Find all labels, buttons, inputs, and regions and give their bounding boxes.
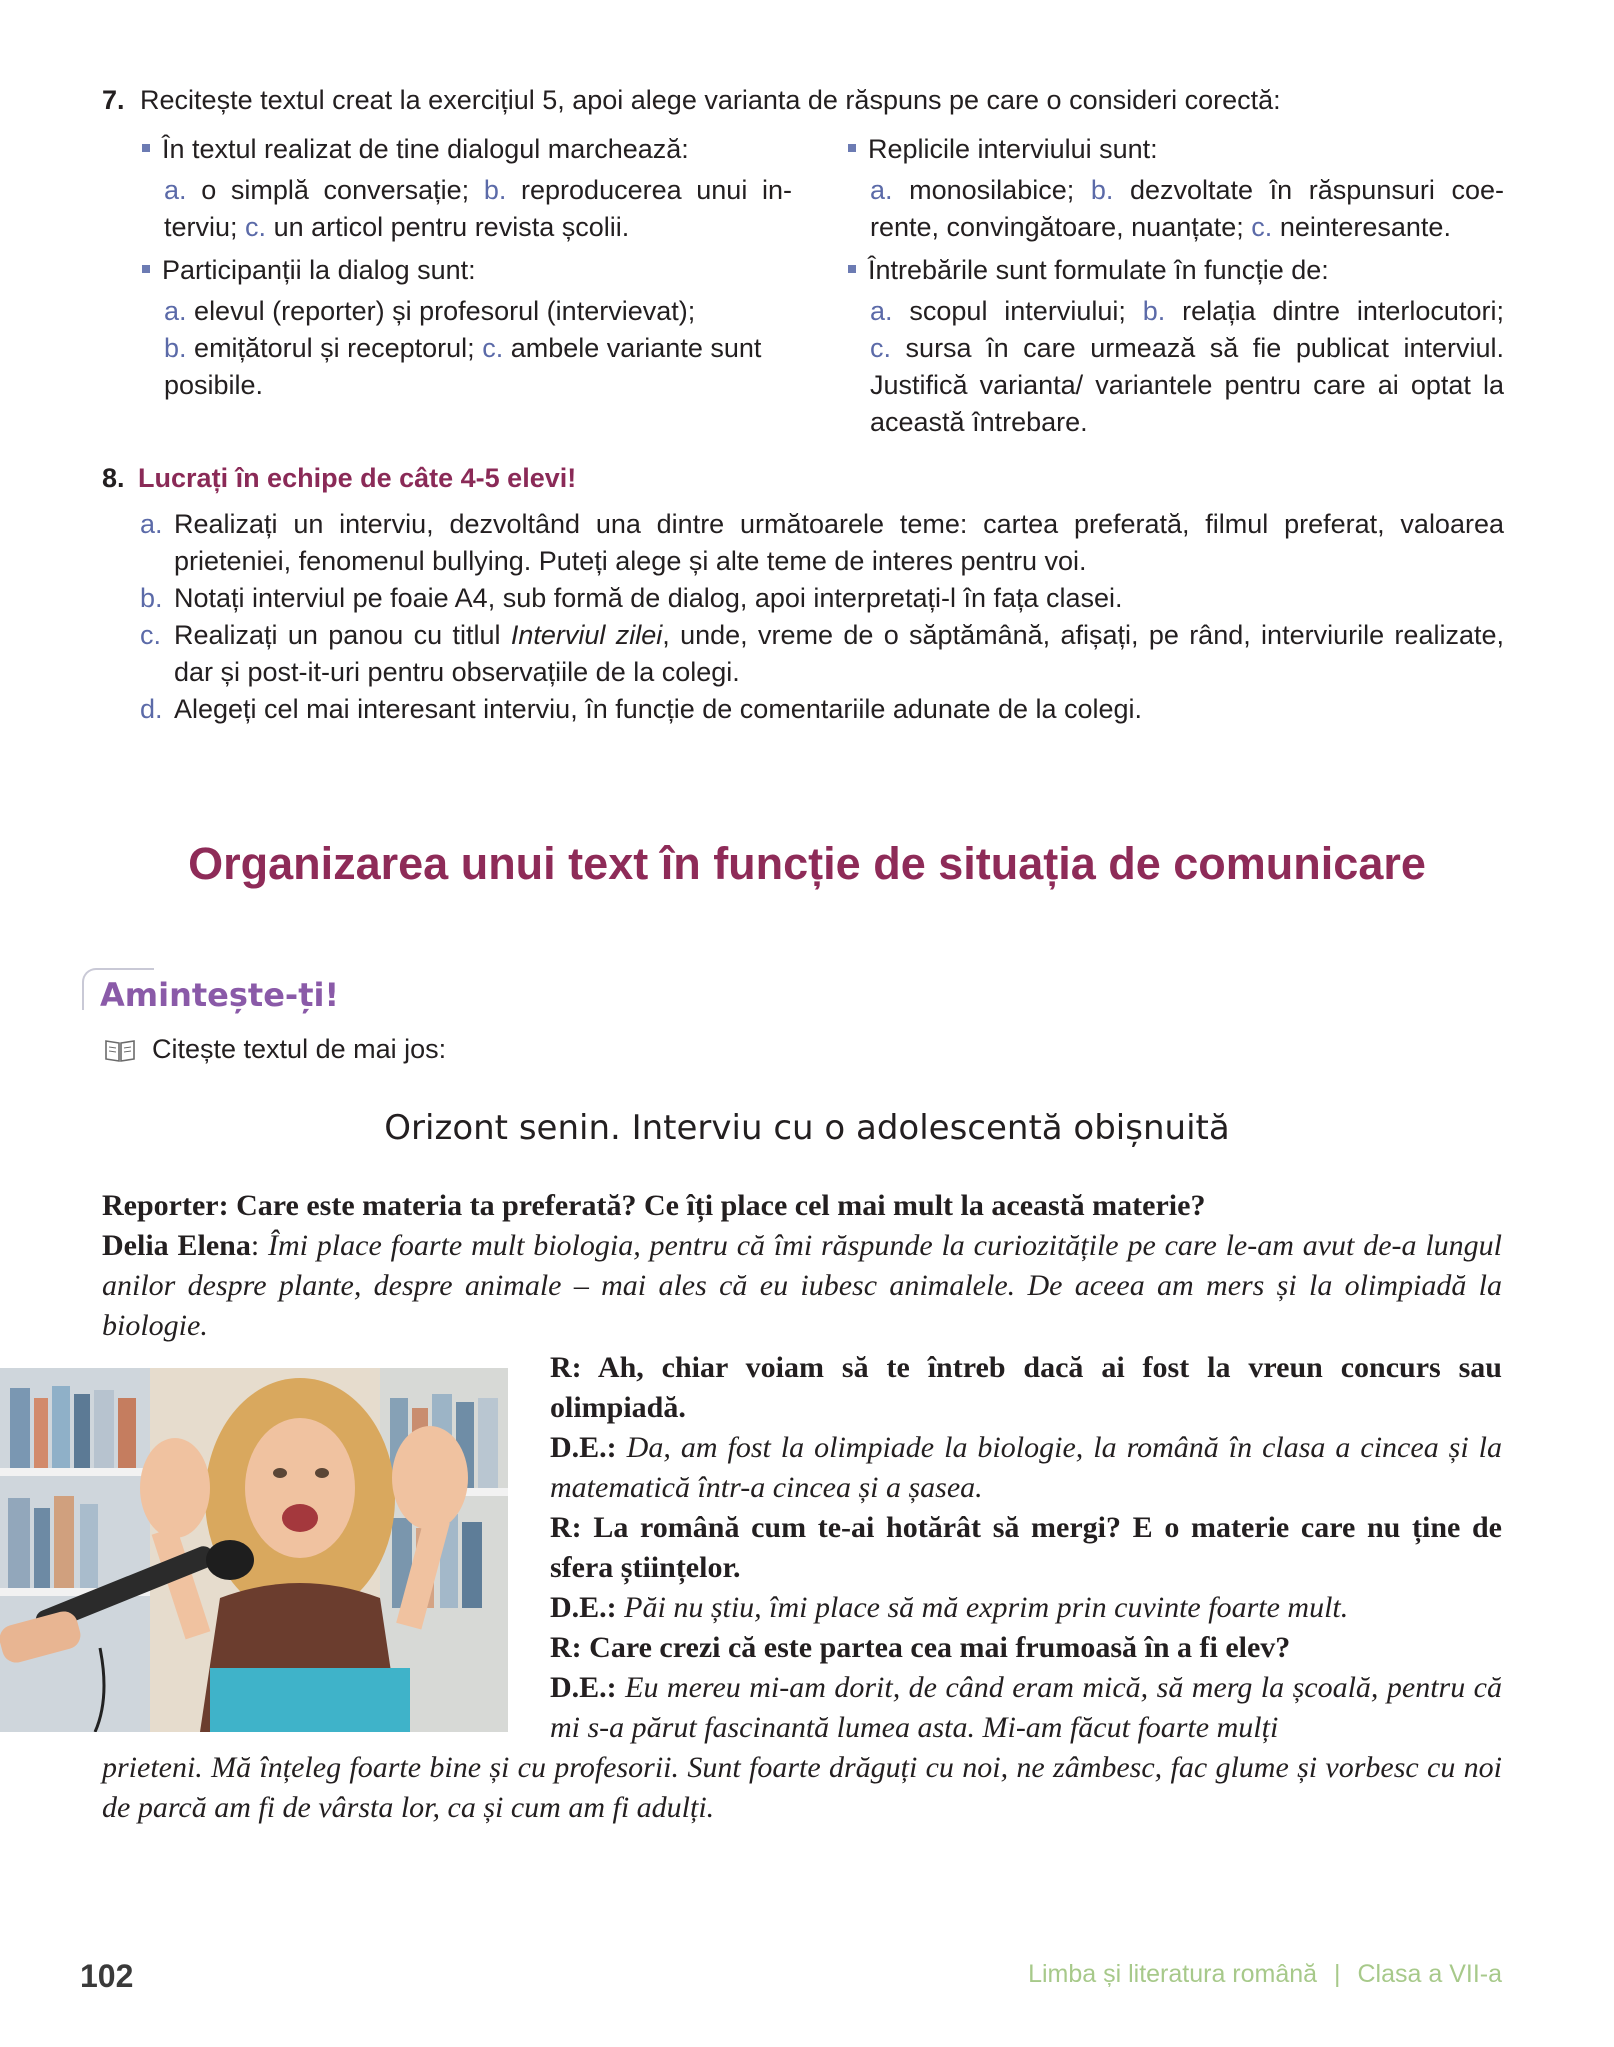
bullet-icon (848, 144, 856, 152)
bullet-icon (142, 144, 150, 152)
question-2-options-cont: posibile. (164, 370, 264, 400)
list-item: a. Realizați un interviu, dezvoltând una dintre următoarele teme: cartea preferată, filmul preferat, valoarea prieteniei, fenomenul bullying. Puteți alege și alte teme de interes pentru voi. (140, 509, 1504, 576)
footer-meta: Limba și literatura română | Clasa a VII-a (1028, 1960, 1502, 1988)
reporter-question: R: Care crezi că este partea cea mai frumoasă în a fi elev? (550, 1631, 1291, 1664)
open-book-icon (104, 1037, 136, 1063)
subject-label: Limba și literatura română (1028, 1960, 1318, 1988)
answer-text: Păi nu știu, îmi place să mă exprim prin cuvinte foarte mult. (624, 1591, 1349, 1624)
question-1: În textul realizat de tine dialogul marchează: (142, 131, 792, 168)
section-title: Organizarea unui text în funcție de situația de comunicare (188, 838, 1426, 889)
question-2-options-bc: b. emițătorul și receptorul; c. ambele variante sunt (164, 333, 762, 363)
question-4: Întrebările sunt formulate în funcție de: (848, 252, 1504, 289)
question-2-option-a: a. elevul (reporter) și profesorul (intervievat); (164, 296, 696, 326)
interview-ending (102, 1748, 1502, 1828)
page-number: 102 (80, 1958, 134, 1994)
reminder-label: Amintește-ți! (100, 976, 340, 1014)
list-item: d. Alegeți cel mai interesant interviu, în funcție de comentariile adunate de la colegi. (140, 694, 1143, 724)
reporter-question: Reporter: Care este materia ta preferată? Ce îți place cel mai mult la această materie? (102, 1189, 1206, 1222)
question-4-note: Justifică varianta/ variantele pentru care ai optat la această întrebare. (870, 370, 1504, 437)
answer-text: Eu mereu mi-am dorit, de când eram mică, să merg la școală, pentru că mi s-a părut fascinantă lumea asta. Mi-am făcut foarte mulți (550, 1671, 1502, 1744)
list-item: c. Realizați un panou cu titlul Interviul zilei, unde, vreme de o săptămână, afișați, pe rând, interviurile realizate, dar și post-it-uri pentru observațiile de la colegi. (140, 620, 1504, 687)
interview-dialog: R: Ah, chiar voiam să te întreb dacă ai fost la vreun concurs sau olimpiadă. D.E.: Da, am fost la olimpiade la biologie, la română în clasa a cincea și la matematică într-a cincea și a șasea. R: La română cum te-ai hotărât să mergi? E o materie care nu ține de sfera științelor. D.E.: Păi nu știu, îmi place să mă exprim prin cuvinte foarte mult. R: Care crezi că este partea cea mai frumoasă în a fi elev? D.E.: Eu mereu mi-am dorit, de când eram mică, să merg la școală, pentru că mi s-a părut fascinantă lumea asta. Mi-am făcut foarte mulți (550, 1351, 1503, 1744)
interview-title: Orizont senin. Interviu cu o adolescentă obișnuită (384, 1108, 1230, 1148)
question-3: Replicile interviului sunt: (848, 131, 1504, 168)
reminder-instruction: Citește textul de mai jos: (104, 1031, 446, 1068)
exercise-7-left-column (142, 131, 792, 404)
bullet-icon (848, 265, 856, 273)
exercise-7-right-column (848, 131, 1504, 441)
question-2: Participanții la dialog sunt: (142, 252, 792, 289)
exercise-8-heading: 8. Lucrați în echipe de câte 4-5 elevi! (102, 463, 577, 493)
question-1-options-cont: terviu; c. un articol pentru revista școlii. (164, 212, 630, 242)
question-1-options: a. o simplă conversație; b. reproducerea unui in- (164, 175, 792, 205)
question-3-options-cont: rente, convingătoare, nuanțate; c. neinteresante. (870, 212, 1451, 242)
reporter-question: R: La română cum te-ai hotărât să mergi? E o materie care nu ține de sfera științelor. (550, 1511, 1502, 1584)
answer-text: prieteni. Mă înțeleg foarte bine și cu profesorii. Sunt foarte drăguți cu noi, ne zâmbesc, fac glume și vorbesc cu noi de parcă am fi de vârsta lor, ca și cum am fi adulți. (102, 1751, 1502, 1824)
bullet-icon (142, 265, 150, 273)
answer-text: Da, am fost la olimpiade la biologie, la română în clasa a cincea și la matematică într-a cincea și a șasea. (550, 1431, 1503, 1504)
interview-photo (0, 1368, 508, 1732)
exercise-7-prompt: 7. Recitește textul creat la exercițiul 5, apoi alege varianta de răspuns pe care o consideri corectă: (102, 85, 1281, 115)
answer-text: Îmi place foarte mult biologia, pentru că îmi răspunde la curiozitățile pe care le-am avut de-a lungul anilor despre plante, despre animale – mai ales că eu iubesc animalele. De aceea am mers și la olimpiadă la biologie. (102, 1229, 1502, 1342)
list-item: b. Notați interviul pe foaie A4, sub formă de dialog, apoi interpretați-l în fața clasei. (140, 583, 1123, 613)
question-4-options-ab: a. scopul interviului; b. relația dintre interlocutori; (870, 296, 1504, 326)
reporter-question: R: Ah, chiar voiam să te întreb dacă ai fost la vreun concurs sau olimpiadă. (550, 1351, 1502, 1424)
grade-label: Clasa a VII-a (1357, 1960, 1502, 1988)
interview-intro: Reporter: Care este materia ta preferată? Ce îți place cel mai mult la această materie? Delia Elena: Îmi place foarte mult biologia, pentru că îmi răspunde la curiozitățile pe care le-am avut de-a lungul anilor despre plante, despre animale – mai ales că eu iubesc animalele. De aceea am mers și la olimpiadă la biologie. (102, 1189, 1502, 1342)
exercise-number: 7. (102, 85, 125, 115)
exercise-8-items (140, 506, 1504, 728)
question-4-option-c: c. sursa în care urmează să fie publicat interviul. (870, 333, 1504, 363)
question-3-options: a. monosilabice; b. dezvoltate în răspunsuri coe- (870, 175, 1504, 205)
